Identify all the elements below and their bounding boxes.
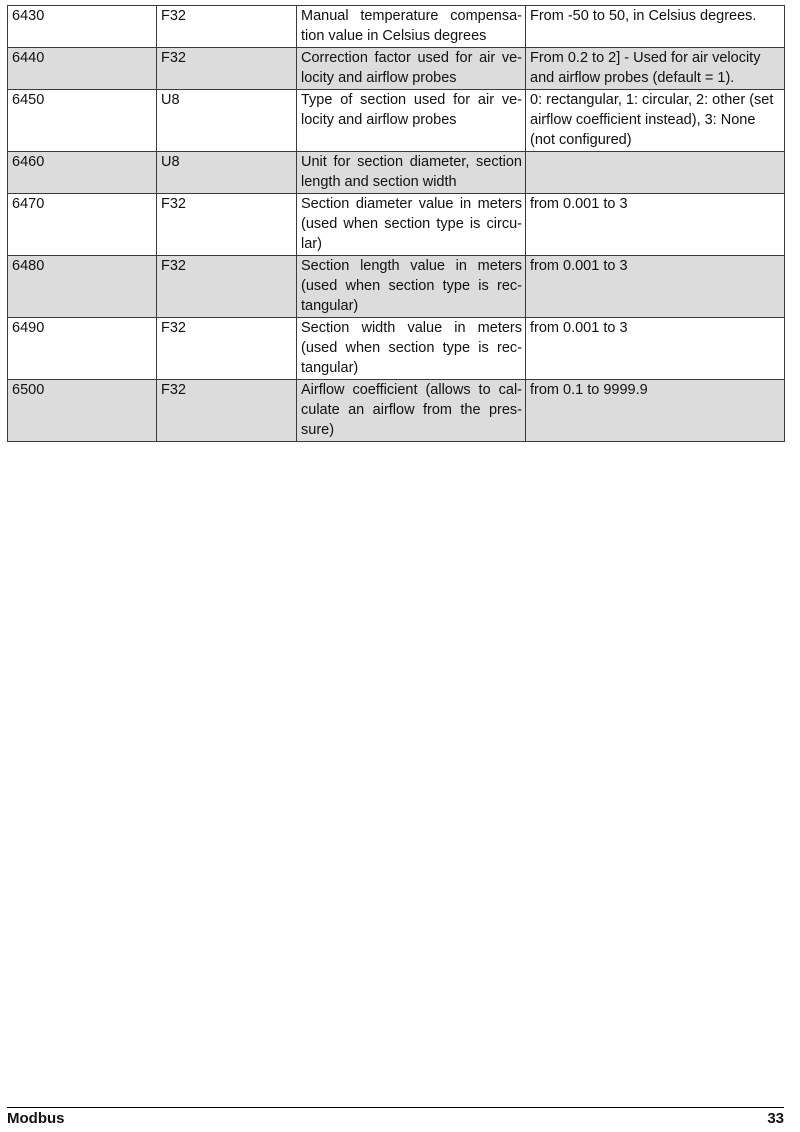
table-row — [8, 256, 785, 318]
register-address: 6480 — [8, 256, 157, 318]
register-range: 0: rectangular, 1: circular, 2: other (set airflow coefficient instead), 3: None (not configured) — [526, 90, 785, 152]
register-table — [7, 5, 785, 442]
register-format: U8 — [157, 90, 297, 152]
register-description: Airflow coefficient (allows to cal-culate an airflow from the pres-sure) — [297, 380, 526, 442]
register-description: Correction factor used for air ve-locity and airflow probes — [297, 48, 526, 90]
register-format: F32 — [157, 48, 297, 90]
register-range: From -50 to 50, in Celsius degrees. — [526, 6, 785, 48]
register-description: Section diameter value in meters (used when section type is circu-lar) — [297, 194, 526, 256]
register-address: 6440 — [8, 48, 157, 90]
table-row — [8, 318, 785, 380]
page-number: 33 — [767, 1110, 784, 1127]
register-range: From 0.2 to 2] - Used for air velocity and airflow probes (default = 1). — [526, 48, 785, 90]
register-description: Section length value in meters (used when section type is rec-tangular) — [297, 256, 526, 318]
register-range: from 0.1 to 9999.9 — [526, 380, 785, 442]
page-footer — [7, 1107, 784, 1132]
register-description: Section width value in meters (used when section type is rec-tangular) — [297, 318, 526, 380]
register-format: F32 — [157, 318, 297, 380]
register-format: F32 — [157, 256, 297, 318]
register-description: Manual temperature compensa-tion value in Celsius degrees — [297, 6, 526, 48]
register-range: from 0.001 to 3 — [526, 318, 785, 380]
register-format: F32 — [157, 380, 297, 442]
register-description: Type of section used for air ve-locity and airflow probes — [297, 90, 526, 152]
register-address: 6430 — [8, 6, 157, 48]
table-row — [8, 380, 785, 442]
register-address: 6460 — [8, 152, 157, 194]
table-row — [8, 194, 785, 256]
register-address: 6450 — [8, 90, 157, 152]
register-format: F32 — [157, 194, 297, 256]
table-row — [8, 48, 785, 90]
table-row — [8, 152, 785, 194]
register-range: from 0.001 to 3 — [526, 256, 785, 318]
register-range: from 0.001 to 3 — [526, 194, 785, 256]
register-description: Unit for section diameter, section length and section width — [297, 152, 526, 194]
register-address: 6490 — [8, 318, 157, 380]
register-format: F32 — [157, 6, 297, 48]
register-range — [526, 152, 785, 194]
table-row — [8, 6, 785, 48]
register-format: U8 — [157, 152, 297, 194]
table-row — [8, 90, 785, 152]
register-address: 6470 — [8, 194, 157, 256]
register-address: 6500 — [8, 380, 157, 442]
footer-section-title: Modbus — [7, 1110, 65, 1127]
